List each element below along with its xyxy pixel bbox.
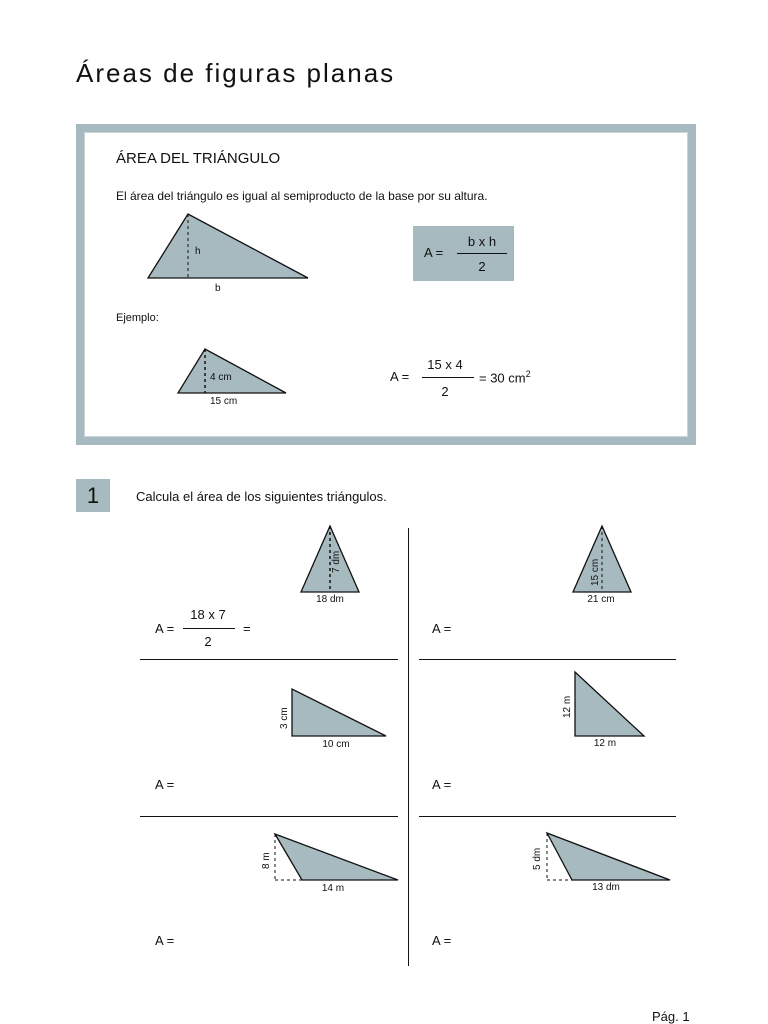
triangle-4-shape	[575, 672, 644, 736]
page-title: Áreas de figuras planas	[76, 58, 396, 88]
example-height-label: 4 cm	[210, 372, 232, 383]
info-definition: El área del triángulo es igual al semiproducto de la base por su altura.	[116, 189, 488, 203]
example-unit-exponent: 2	[525, 369, 531, 379]
triangle-3-shape	[292, 689, 386, 736]
triangle-4-base-label: 12 m	[593, 738, 617, 749]
formula-denominator: 2	[478, 259, 486, 274]
answer-4-lhs: A =	[432, 777, 452, 792]
example-lhs: A =	[390, 369, 410, 384]
answer-2-lhs: A =	[432, 621, 452, 636]
exercise-instruction: Calcula el área de los siguientes triángulos.	[136, 489, 387, 504]
answer-1-denominator: 2	[204, 634, 212, 649]
triangle-2-base-label: 21 cm	[587, 594, 615, 605]
triangle-3-height-label: 3 cm	[279, 707, 290, 729]
example-base-label: 15 cm	[210, 396, 238, 407]
answer-6-lhs: A =	[432, 933, 452, 948]
triangle-2-height-label: 15 cm	[590, 558, 601, 586]
triangle-1-height-label: 7 dm	[331, 550, 342, 573]
example-result-text: = 30 cm	[479, 370, 526, 386]
info-heading: ÁREA DEL TRIÁNGULO	[116, 150, 281, 167]
triangle-5-base-label: 14 m	[321, 883, 345, 894]
exercise-number: 1	[76, 479, 110, 512]
diagram-base-label: b	[215, 283, 221, 294]
answer-1-fraction-bar	[183, 628, 235, 629]
formula-numerator: b x h	[467, 234, 497, 249]
triangle-6-base-label: 13 dm	[592, 882, 620, 893]
example-label: Ejemplo:	[116, 312, 159, 324]
triangle-5-height-label: 8 m	[261, 852, 272, 869]
page-number: Pág. 1	[652, 1009, 690, 1024]
triangle-3-base-label: 10 cm	[322, 739, 350, 750]
answer-1-numerator: 18 x 7	[190, 607, 226, 622]
answer-3-lhs: A =	[155, 777, 175, 792]
answer-1-equals: =	[243, 621, 251, 636]
triangle-6-shape	[547, 833, 670, 880]
triangle-5-shape	[275, 834, 398, 880]
formula-lhs: A =	[424, 245, 444, 260]
triangle-4-height-label: 12 m	[562, 695, 573, 718]
triangle-6-height-label: 5 dm	[532, 847, 543, 870]
answer-1-lhs: A =	[155, 621, 175, 636]
triangle-1-base-label: 18 dm	[316, 594, 344, 605]
example-denominator: 2	[441, 384, 449, 399]
diagram-height-label: h	[195, 246, 201, 257]
answer-5-lhs: A =	[155, 933, 175, 948]
example-numerator: 15 x 4	[427, 357, 463, 372]
